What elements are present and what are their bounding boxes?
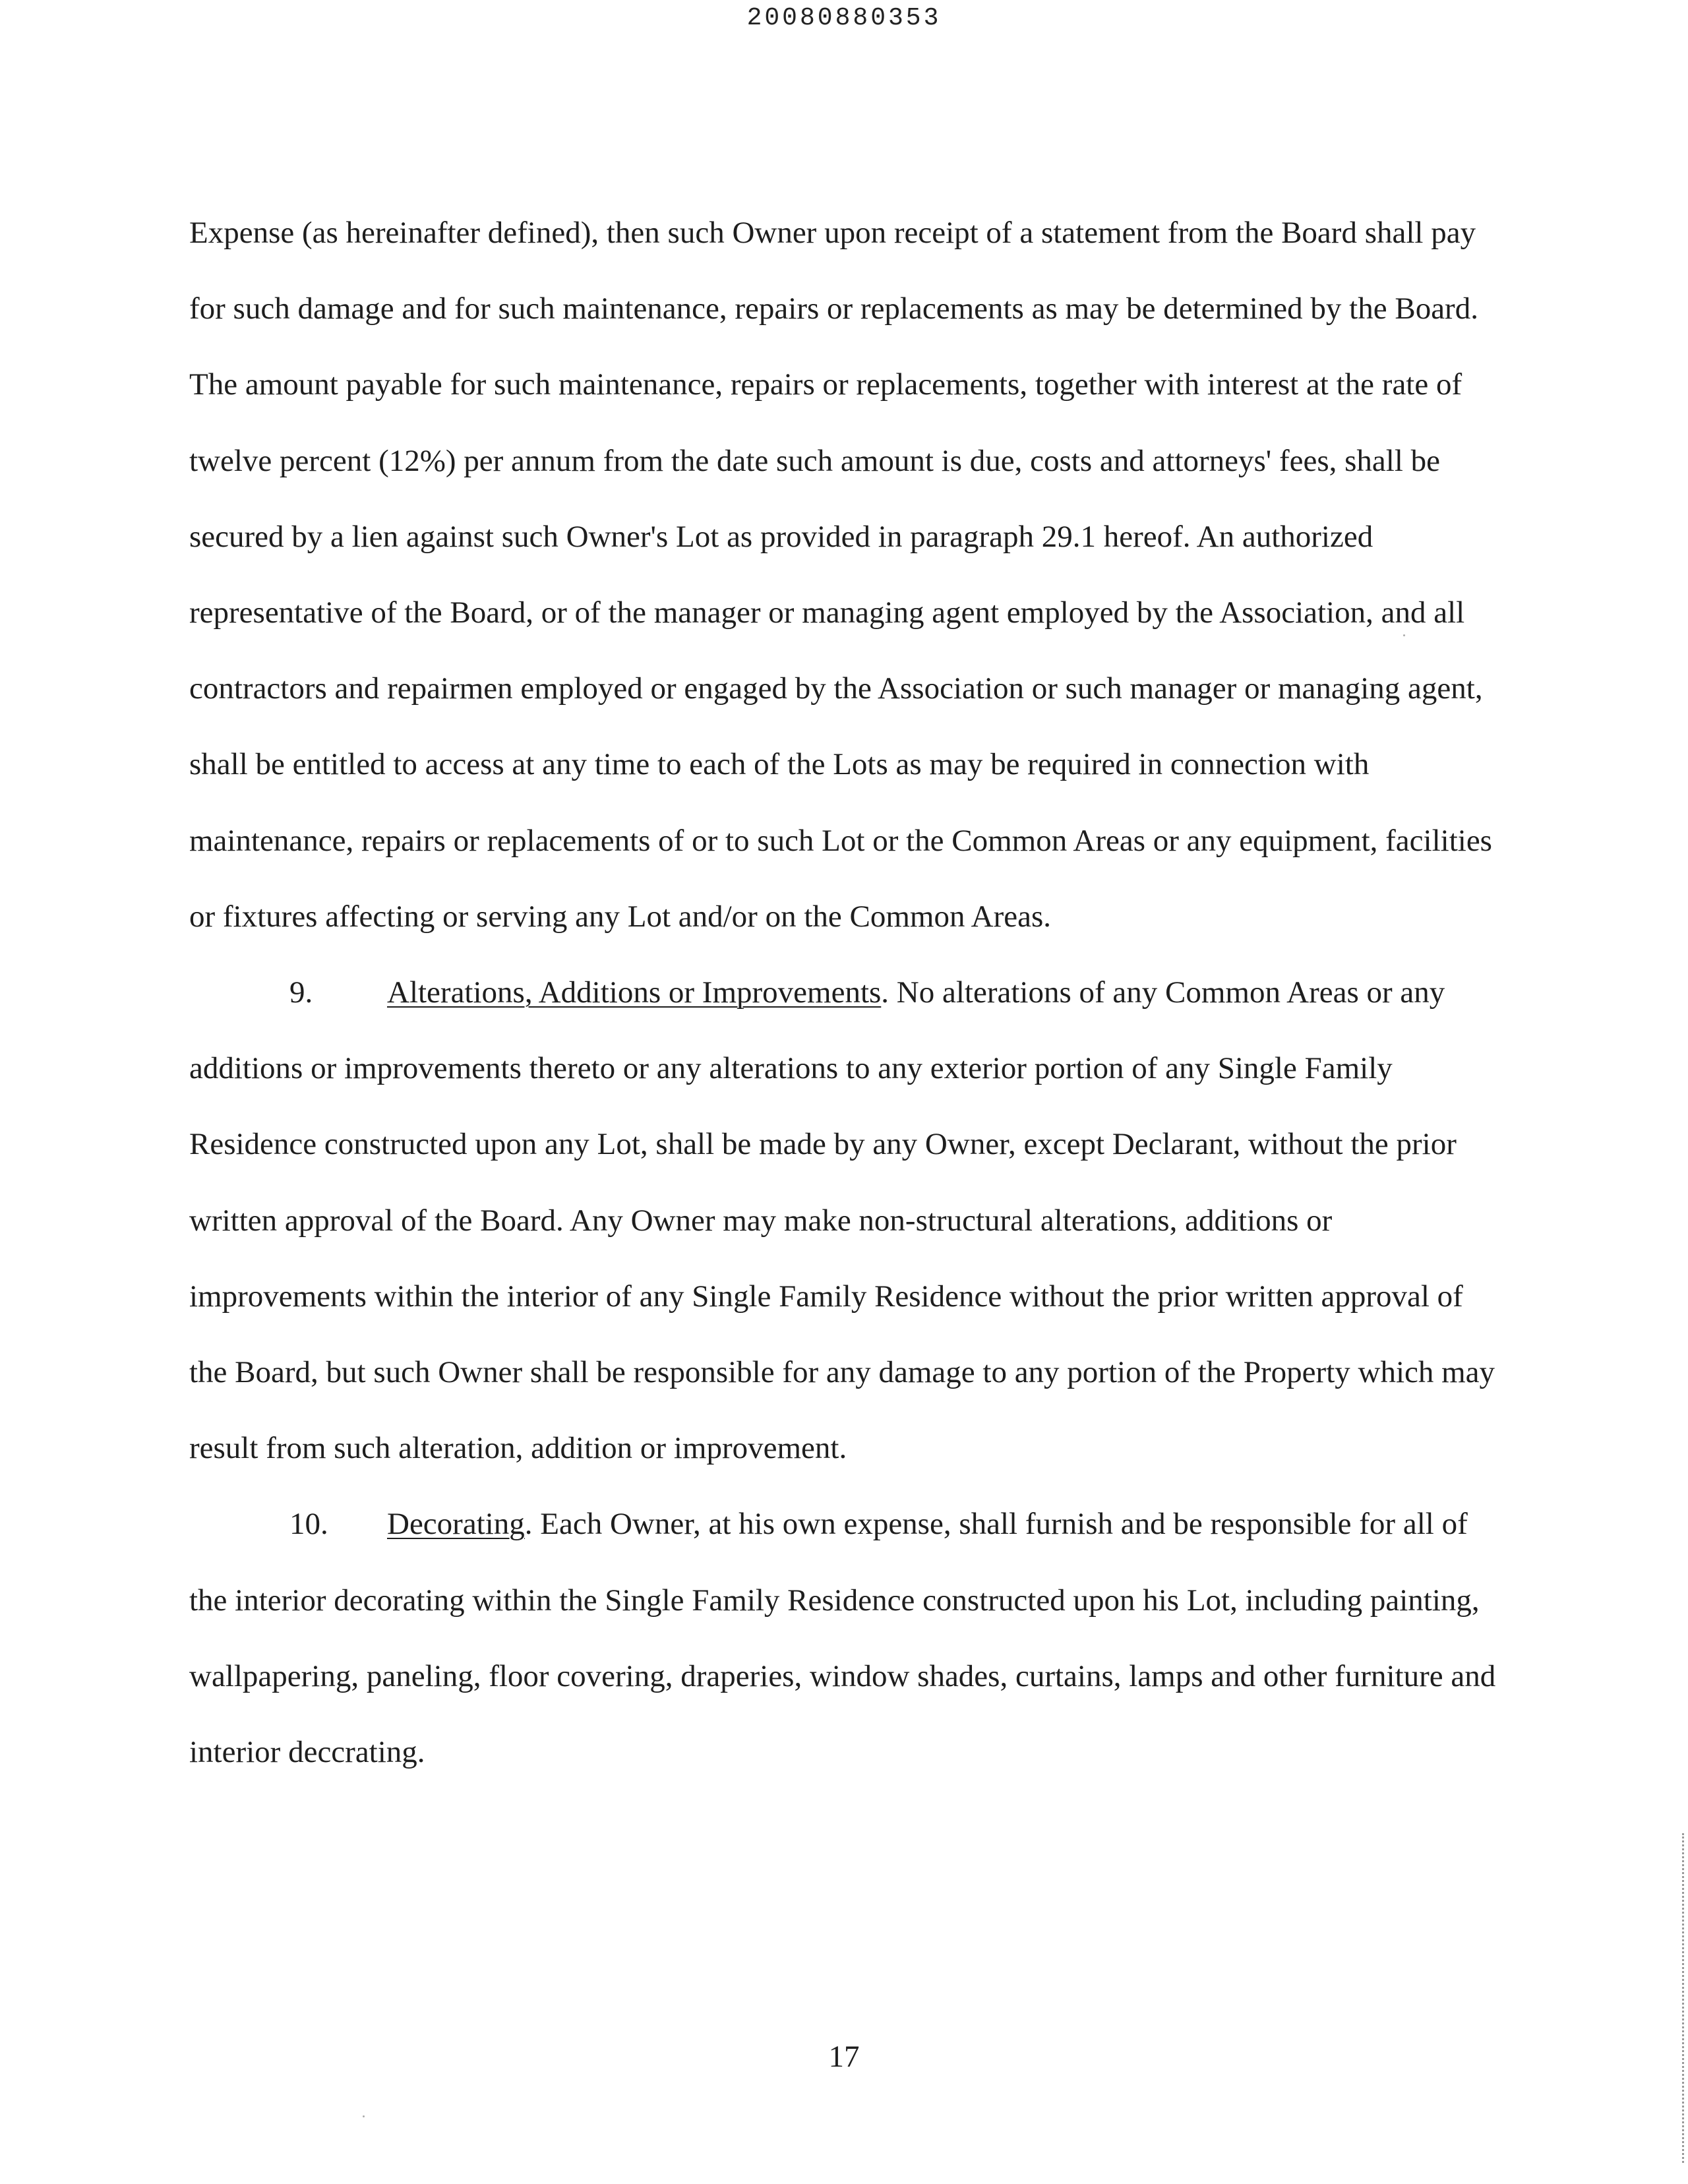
section-heading: Alterations, Additions or Improvements bbox=[387, 975, 882, 1010]
document-number: 20080880353 bbox=[746, 4, 942, 32]
paragraph-10 bbox=[189, 1486, 1501, 1790]
scan-speck bbox=[363, 2115, 365, 2117]
scan-speck bbox=[1403, 634, 1405, 636]
paragraph-9 bbox=[189, 955, 1501, 1486]
section-text: . No alterations of any Common Areas or any additions or improvements thereto or any alterations to any exterior portion of any Single Family Residence constructed upon any Lot, shall be made by any Owner, except Declarant, without the prior written approval of the Board. Any Owner may make non-structural alterations, additions or improvements within the interior of any Single Family Residence without the prior written approval of the Board, but such Owner shall be responsible for any damage to any portion of the Property which may result from such alteration, addition or improvement. bbox=[189, 975, 1495, 1466]
paragraph-continuation: Expense (as hereinafter defined), then such Owner upon receipt of a statement from the Board shall pay for such damage and for such maintenance, repairs or replacements as may be determined by the Board. The amount payable for such maintenance, repairs or replacements, together with interest at the rate of twelve percent (12%) per annum from the date such amount is due, costs and attorneys' fees, shall be secured by a lien against such Owner's Lot as provided in paragraph 29.1 hereof. An authorized representative of the Board, or of the manager or managing agent employed by the Association, and all contractors and repairmen employed or engaged by the Association or such manager or managing agent, shall be entitled to access at any time to each of the Lots as may be required in connection with maintenance, repairs or replacements of or to such Lot or the Common Areas or any equipment, facilities or fixtures affecting or serving any Lot and/or on the Common Areas. bbox=[189, 216, 1492, 934]
section-number: 10. bbox=[289, 1507, 328, 1542]
document-body bbox=[189, 195, 1501, 1790]
page-number: 17 bbox=[828, 2040, 860, 2074]
section-heading: Decorating bbox=[387, 1507, 525, 1542]
scan-edge-artifact bbox=[1680, 1833, 1684, 2163]
section-text: . Each Owner, at his own expense, shall furnish and be responsible for all of the interior decorating within the Single Family Residence constructed upon his Lot, including painting, wallpapering, paneling, floor covering, draperies, window shades, curtains, lamps and other furniture and interior deccrating. bbox=[189, 1507, 1496, 1770]
section-number: 9. bbox=[289, 975, 313, 1010]
